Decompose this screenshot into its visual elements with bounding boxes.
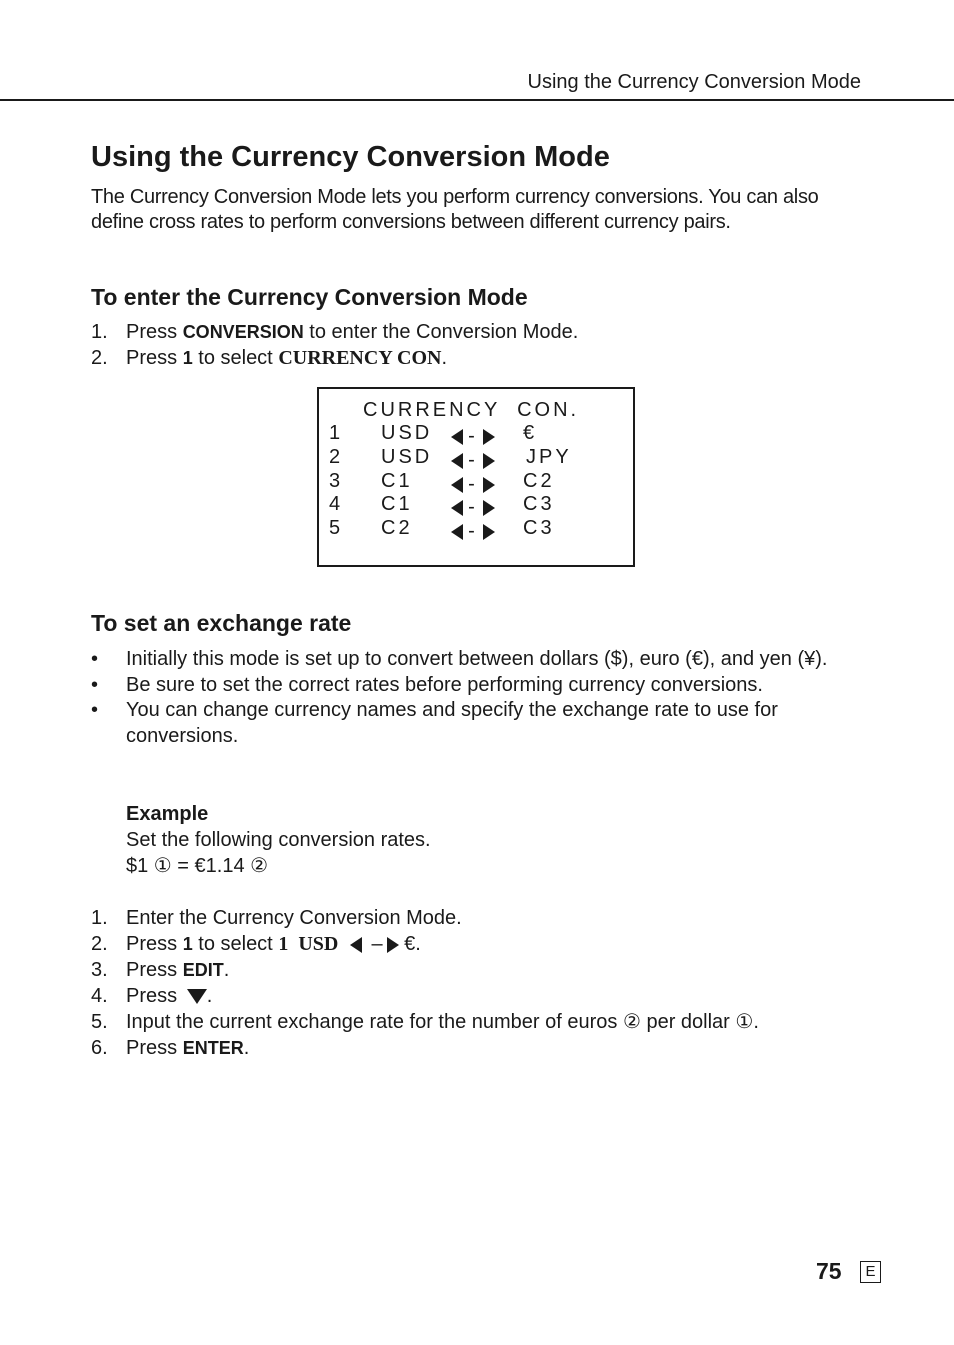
list-item bbox=[91, 345, 881, 371]
example-heading: Example bbox=[126, 803, 209, 825]
intro-paragraph: The Currency Conversion Mode lets you perform currency conversions. You can also define cross rates to perform conversions between different currency pairs. bbox=[91, 186, 819, 233]
enter-key: ENTER bbox=[182, 1038, 244, 1058]
list-item: 1. Enter the Currency Conversion Mode. bbox=[91, 907, 462, 929]
edit-key: EDIT bbox=[182, 960, 224, 980]
example-rate: $1 ① = €1.14 ② bbox=[126, 855, 269, 877]
bullet-icon: • bbox=[91, 673, 99, 696]
bullet-icon: • bbox=[91, 699, 99, 721]
page-number: 75 bbox=[816, 1258, 842, 1284]
step-number: 2. bbox=[91, 347, 108, 369]
right-arrow-icon bbox=[387, 937, 399, 953]
left-arrow-icon bbox=[451, 477, 463, 493]
list-item: • Initially this mode is set up to convert between dollars ($), euro (€), and yen (¥). bbox=[91, 647, 881, 673]
example-block bbox=[126, 801, 431, 879]
lcd-screen bbox=[317, 387, 635, 567]
list-item: 2. Press 1 to select 1 USD – €. bbox=[91, 933, 421, 955]
list-item bbox=[91, 319, 881, 345]
display-text: CURRENCY CON bbox=[278, 347, 442, 369]
left-arrow-icon bbox=[451, 524, 463, 540]
lcd-row: 1 USD - € bbox=[329, 422, 538, 447]
right-arrow-icon bbox=[483, 453, 495, 469]
step-text: Press 1 to select CURRENCY CON. bbox=[126, 347, 448, 369]
exchange-rate-heading: To set an exchange rate bbox=[91, 610, 352, 636]
step-text: Press CONVERSION to enter the Conversion Mode. bbox=[126, 321, 579, 343]
bullet-icon: • bbox=[91, 648, 99, 670]
key-1: 1 bbox=[182, 348, 193, 368]
display-text: 1 USD bbox=[278, 933, 339, 955]
step-number: 1. bbox=[91, 321, 108, 343]
list-item: 4. Press . bbox=[91, 985, 213, 1007]
language-badge: E bbox=[860, 1261, 881, 1283]
exchange-rate-steps bbox=[91, 905, 881, 1061]
list-item: 5. Input the current exchange rate for the number of euros ② per dollar ①. bbox=[91, 1011, 759, 1033]
example-line: Set the following conversion rates. bbox=[126, 829, 431, 851]
list-item: • Be sure to set the correct rates before performing currency conversions. bbox=[91, 673, 881, 699]
lcd-row: 3 C1 - C2 bbox=[329, 470, 555, 495]
right-arrow-icon bbox=[483, 524, 495, 540]
right-arrow-icon bbox=[483, 500, 495, 516]
conversion-key: CONVERSION bbox=[182, 322, 304, 342]
euro-symbol: € bbox=[404, 933, 416, 955]
key-1: 1 bbox=[182, 934, 193, 954]
running-header: Using the Currency Conversion Mode bbox=[527, 71, 861, 93]
enter-mode-heading: To enter the Currency Conversion Mode bbox=[91, 284, 528, 310]
list-item: 3. Press EDIT. bbox=[91, 959, 230, 981]
right-arrow-icon bbox=[483, 477, 495, 493]
exchange-rate-bullets bbox=[91, 647, 881, 749]
left-arrow-icon bbox=[451, 500, 463, 516]
enter-mode-steps bbox=[91, 319, 881, 371]
lcd-row: 2 USD - JPY bbox=[329, 446, 572, 471]
left-arrow-icon bbox=[451, 429, 463, 445]
right-arrow-icon bbox=[483, 429, 495, 445]
list-item: • You can change currency names and specify the exchange rate to use for conversions. bbox=[91, 698, 881, 749]
lcd-title: CURRENCY CON. bbox=[363, 399, 580, 421]
left-arrow-icon bbox=[451, 453, 463, 469]
down-arrow-icon bbox=[187, 989, 207, 1004]
lcd-row: 4 C1 - C3 bbox=[329, 493, 555, 518]
page-title: Using the Currency Conversion Mode bbox=[91, 141, 610, 173]
left-arrow-icon bbox=[350, 937, 362, 953]
lcd-row: 5 C2 - C3 bbox=[329, 517, 555, 542]
header-rule bbox=[0, 99, 954, 101]
list-item: 6. Press ENTER. bbox=[91, 1037, 250, 1059]
